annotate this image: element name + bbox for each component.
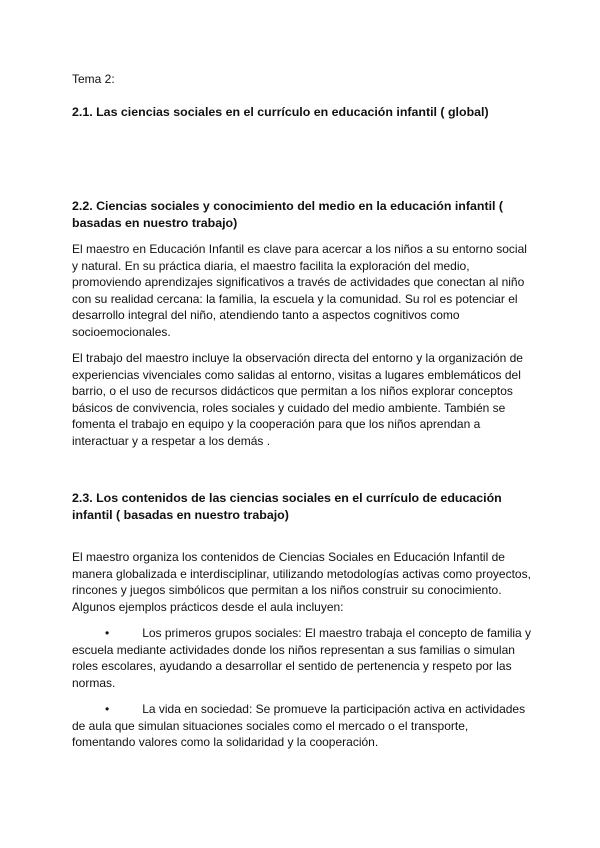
bullet-item-1-text: Los primeros grupos sociales: El maestro trabaja el concepto de familia y escuela mediante actividades donde los niños representan a sus familias o simulan roles escolares, ayudando a desarrollar el sentido de pertenencia y respeto por las normas. bbox=[72, 626, 532, 690]
section-2-2-heading: 2.2. Ciencias sociales y conocimiento del medio en la educación infantil ( basadas en nuestro trabajo) bbox=[72, 199, 504, 230]
bullet-symbol: • bbox=[105, 702, 110, 716]
section-2-3-paragraph-1: El maestro organiza los contenidos de Ciencias Sociales en Educación Infantil de manera globalizada e interdisciplinar, utilizando metodologías activas como proyectos, rincones y juegos simbólicos que permitan a los niños construir su conocimiento. Algunos ejemplos prácticos desde el aula incluyen: bbox=[72, 550, 531, 614]
topic-label: Tema 2: bbox=[72, 72, 115, 86]
bullet-item-2 bbox=[72, 701, 532, 751]
section-2-2-paragraph-1: El maestro en Educación Infantil es clave para acercar a los niños a su entorno social y natural. En su práctica diaria, el maestro facilita la exploración del medio, promoviendo aprendizajes significativos a través de actividades que conectan al niño con su realidad cercana: la familia, la escuela y la comunidad. Su rol es potenciar el desarrollo integral del niño, atendiendo tanto a aspectos cognitivos como socioemocionales. bbox=[72, 242, 527, 339]
section-2-1-heading: 2.1. Las ciencias sociales en el currículo en educación infantil ( global) bbox=[72, 105, 489, 119]
section-2-3-heading: 2.3. Los contenidos de las ciencias sociales en el currículo de educación infantil ( basadas en nuestro trabajo) bbox=[72, 491, 502, 522]
bullet-item-1 bbox=[72, 625, 532, 691]
bullet-symbol: • bbox=[105, 626, 110, 640]
section-2-2-paragraph-2: El trabajo del maestro incluye la observación directa del entorno y la organización de experiencias vivenciales como salidas al entorno, visitas a lugares emblemáticos del barrio, o el uso de recursos didácticos que permitan a los niños explorar conceptos básicos de convivencia, roles sociales y cuidado del medio ambiente. También se fomenta el trabajo en equipo y la cooperación para que los niños aprendan a interactuar y a respetar a los demás . bbox=[72, 351, 523, 448]
bullet-item-2-text: La vida en sociedad: Se promueve la participación activa en actividades de aula que simulan situaciones sociales como el mercado o el transporte, fomentando valores como la solidaridad y la cooperación. bbox=[72, 702, 526, 750]
